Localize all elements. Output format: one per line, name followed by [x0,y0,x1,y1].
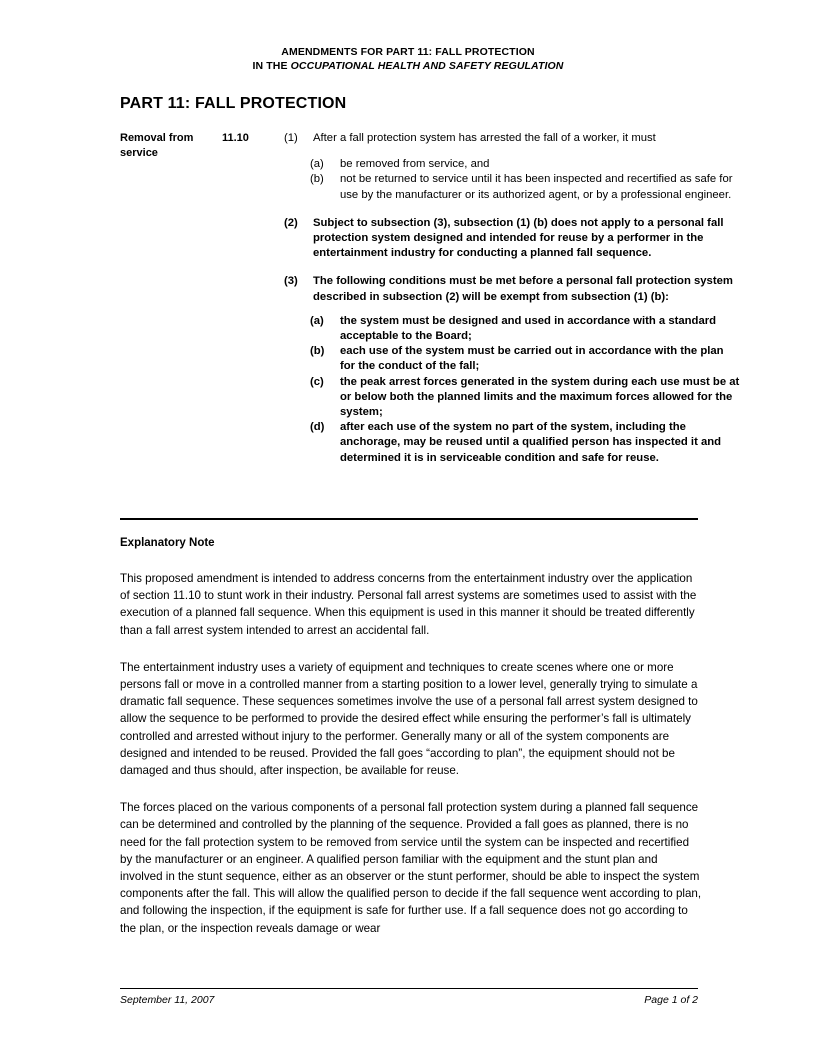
list-item-text: each use of the system must be carried out in accordance with the plan for the conduct of the fall; [340,345,724,373]
subsection-3-number: (3) [284,275,298,288]
running-head [0,45,816,73]
list-item [120,172,740,202]
subsection-2-number: (2) [284,216,298,229]
footer-page-number: Page 1 of 2 [644,994,698,1006]
list-item [120,375,740,421]
running-head-prefix: IN THE [252,60,288,72]
list-item-text: after each use of the system no part of the system, including the anchorage, may be reused until a qualified person has inspected it and determined it is in serviceable condition and safe for reuse. [340,421,722,464]
subsection-3 [120,274,740,304]
list-item-text: not be returned to service until it has been inspected and recertified as safe for use by the manufacturer or its authorized agent, or by a professional engineer. [340,173,733,201]
list-item-marker: (a) [310,314,324,327]
list-item-marker: (b) [310,173,324,186]
list-item [120,420,740,466]
page-title: PART 11: FALL PROTECTION [120,95,347,112]
explanatory-note-heading: Explanatory Note [120,537,215,549]
list-item-text: be removed from service, and [340,158,490,171]
subsection-1-number: (1) [284,132,298,144]
running-head-line-1: AMENDMENTS FOR PART 11: FALL PROTECTION [281,46,535,58]
margin-note-label: Removal from service [120,132,194,159]
list-item [120,314,740,344]
page-footer [120,993,698,1007]
list-item-marker: (a) [310,158,324,171]
section-number: 11.10 [222,132,249,144]
section-divider-rule [120,518,698,520]
subsection-1-items [120,157,740,203]
list-item-marker: (c) [310,375,324,388]
subsection-1-text: After a fall protection system has arrested the fall of a worker, it must [313,132,656,144]
running-head-line-2 [0,59,816,73]
explanatory-paragraph: The entertainment industry uses a variety of equipment and techniques to create scenes where one or more persons fall or move in a controlled manner from a starting position to a lower level, generally trying to simulate a dramatic fall sequence. These sequences sometimes involve the use of a personal fall arrest system designed to allow the sequence to be performed to provide the desired effect while ensuring the performer’s fall is ultimately controlled and arrested without injury to the performer. Generally many or all of the system components are designed and intended to be reused. Provided the fall goes “according to plan”, the equipment should not be damaged and thus should, after inspection, be available for reuse. [120,660,698,778]
list-item [120,344,740,374]
footer-date: September 11, 2007 [120,994,215,1006]
subsection-3-items [120,314,740,466]
subsection-3-text: The following conditions must be met before a personal fall protection system described in subsection (2) will be exempt from subsection (1) (b): [313,275,733,303]
list-item [120,157,740,172]
list-item-text: the peak arrest forces generated in the system during each use must be at or below both the planned limits and the maximum forces allowed for the system; [340,375,740,419]
running-head-regulation-title: OCCUPATIONAL HEALTH AND SAFETY REGULATION [290,60,564,72]
explanatory-note-section [120,536,702,937]
regulation-block [120,131,740,466]
list-item-marker: (b) [310,345,325,358]
explanatory-paragraph: The forces placed on the various components of a personal fall protection system during a planned fall sequence can be determined and controlled by the planning of the sequence. Provided a fall goes as planned, there is no need for the fall protection system to be removed from service until the system can be inspected and recertified by the manufacturer or an engineer. A qualified person familiar with the equipment and the stunt plan and involved in the stunt sequence, either as an observer or the stunt performer, should be able to inspect the system components after the fall. This will allow the qualified person to decide if the fall sequence went according to plan, and following the inspection, if the equipment is safe for further use. If a fall sequence does not go according to the plan, or the inspection reveals damage or wear [120,801,702,935]
list-item-text: the system must be designed and used in accordance with a standard acceptable to the Board; [340,314,717,343]
subsection-2-text: Subject to subsection (3), subsection (1) (b) does not apply to a personal fall protection system designed and intended for reuse by a performer in the entertainment industry for conducting a planned fall sequence. [313,216,724,260]
footer-rule [120,988,698,989]
subsection-2 [120,216,740,262]
list-item-marker: (d) [310,421,325,434]
explanatory-paragraph: This proposed amendment is intended to address concerns from the entertainment industry over the application of section 11.10 to stunt work in their industry. Personal fall arrest systems are sometimes used to assist with the execution of a planned fall sequence. When this equipment is used in this manner it should be treated differently than a fall arrest system intended to arrest an accidental fall. [120,572,697,637]
subsection-1 [120,131,740,146]
